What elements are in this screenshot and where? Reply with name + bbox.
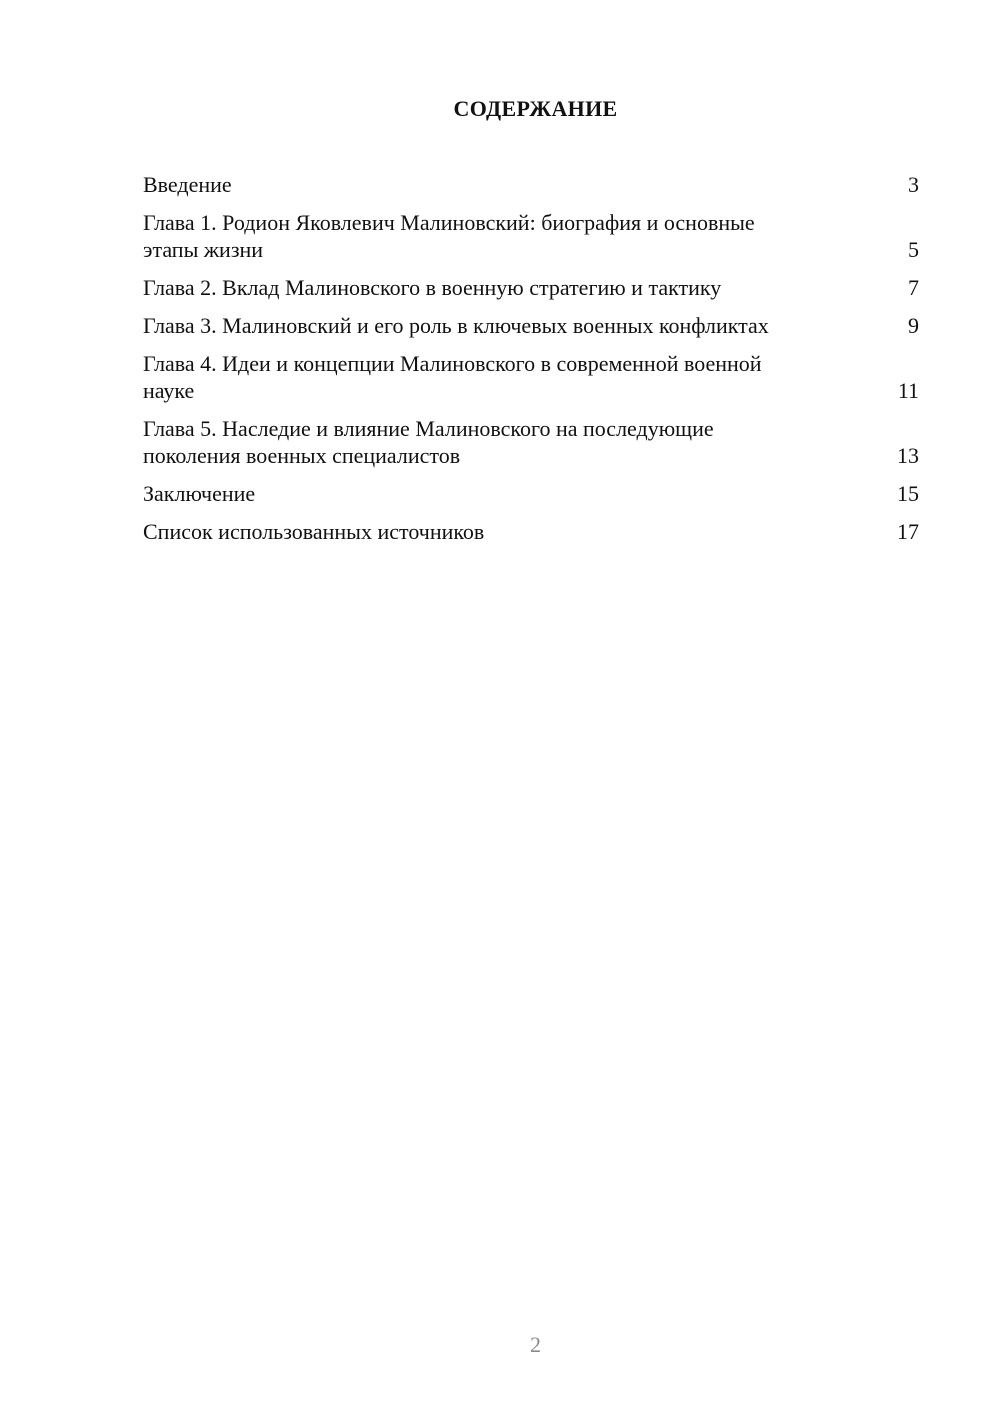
toc-entry-page: 5 bbox=[908, 237, 919, 262]
toc-entry-introduction bbox=[143, 171, 919, 198]
toc-entry-title: Введение bbox=[143, 172, 232, 197]
toc-entry-page: 17 bbox=[897, 519, 919, 544]
toc-entry-page: 3 bbox=[908, 172, 919, 197]
toc-entry-title: Заключение bbox=[143, 481, 256, 506]
toc-entry-references bbox=[143, 518, 919, 545]
table-of-contents bbox=[143, 171, 919, 556]
toc-entry-page: 15 bbox=[897, 481, 919, 506]
toc-entry-title: Глава 1. Родион Яковлевич Малиновский: биография и основные этапы жизни bbox=[143, 210, 755, 262]
toc-entry-page: 9 bbox=[908, 313, 919, 338]
toc-entry-page: 13 bbox=[897, 443, 919, 468]
toc-entry-chapter-5 bbox=[143, 415, 919, 469]
toc-entry-title: Глава 3. Малиновский и его роль в ключевых военных конфликтах bbox=[143, 313, 769, 338]
toc-entry-chapter-1 bbox=[143, 209, 919, 263]
page-number: 2 bbox=[530, 1332, 541, 1357]
toc-entry-title: Глава 2. Вклад Малиновского в военную стратегию и тактику bbox=[143, 275, 722, 300]
toc-entry-chapter-3 bbox=[143, 312, 919, 339]
toc-entry-conclusion bbox=[143, 480, 919, 507]
page-title: СОДЕРЖАНИЕ bbox=[453, 96, 618, 121]
toc-entry-title: Глава 5. Наследие и влияние Малиновского на последующие поколения военных специалистов bbox=[143, 416, 714, 468]
toc-entry-title: Список использованных источников bbox=[143, 519, 485, 544]
toc-entry-page: 11 bbox=[897, 378, 919, 403]
toc-entry-chapter-2 bbox=[143, 274, 919, 301]
toc-entry-page: 7 bbox=[908, 275, 919, 300]
toc-entry-title: Глава 4. Идеи и концепции Малиновского в современной военной науке bbox=[143, 351, 762, 403]
toc-entry-chapter-4 bbox=[143, 350, 919, 404]
